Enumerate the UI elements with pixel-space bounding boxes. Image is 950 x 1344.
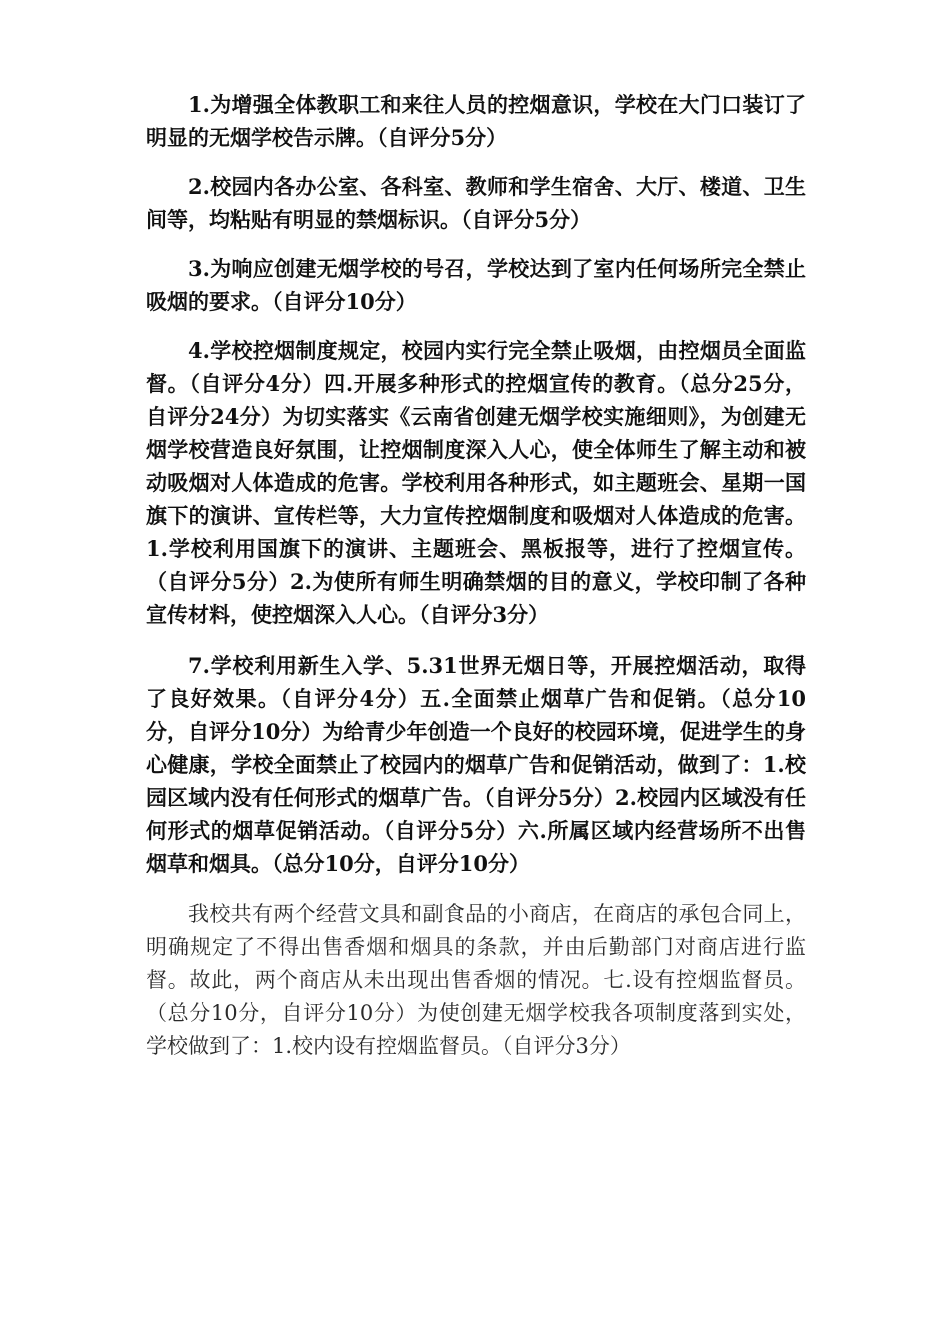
paragraph-6: 我校共有两个经营文具和副食品的小商店，在商店的承包合同上，明确规定了不得出售香烟和烟具的条款，并由后勤部门对商店进行监督。故此，两个商店从未出现出售香烟的情况。七.设有控烟监督员。（总分10分，自评分10分）为使创建无烟学校我各项制度落到实处，学校做到了：1.校内设有控烟监督员。（自评分3分）	[146, 902, 806, 1058]
paragraph-4: 4.学校控烟制度规定，校园内实行完全禁止吸烟，由控烟员全面监督。（自评分4分）四.开展多种形式的控烟宣传的教育。（总分25分，自评分24分）为切实落实《云南省创建无烟学校实施细则》，为创建无烟学校营造良好氛围，让控烟制度深入人心，使全体师生了解主动和被动吸烟对人体造成的危害。学校利用各种形式，如主题班会、星期一国旗下的演讲、宣传栏等，大力宣传控烟制度和吸烟对人体造成的危害。1.学校利用国旗下的演讲、主题班会、黑板报等，进行了控烟宣传。（自评分5分）2.为使所有师生明确禁烟的目的意义，学校印制了各种宣传材料，使控烟深入人心。（自评分3分）	[146, 338, 806, 627]
paragraph-1: 1.为增强全体教职工和来往人员的控烟意识，学校在大门口装订了明显的无烟学校告示牌。（自评分5分）	[146, 92, 806, 150]
paragraph-2: 2.校园内各办公室、各科室、教师和学生宿舍、大厅、楼道、卫生间等，均粘贴有明显的禁烟标识。（自评分5分）	[146, 174, 806, 232]
paragraph-5: 7.学校利用新生入学、5.31世界无烟日等，开展控烟活动，取得了良好效果。（自评分4分）五.全面禁止烟草广告和促销。（总分10分，自评分10分）为给青少年创造一个良好的校园环境，促进学生的身心健康，学校全面禁止了校园内的烟草广告和促销活动，做到了：1.校园区域内没有任何形式的烟草广告。（自评分5分）2.校园内区域没有任何形式的烟草促销活动。（自评分5分）六.所属区域内经营场所不出售烟草和烟具。（总分10分，自评分10分）	[146, 653, 806, 876]
paragraph-3: 3.为响应创建无烟学校的号召，学校达到了室内任何场所完全禁止吸烟的要求。（自评分10分）	[146, 256, 806, 314]
document-page	[146, 88, 806, 1063]
